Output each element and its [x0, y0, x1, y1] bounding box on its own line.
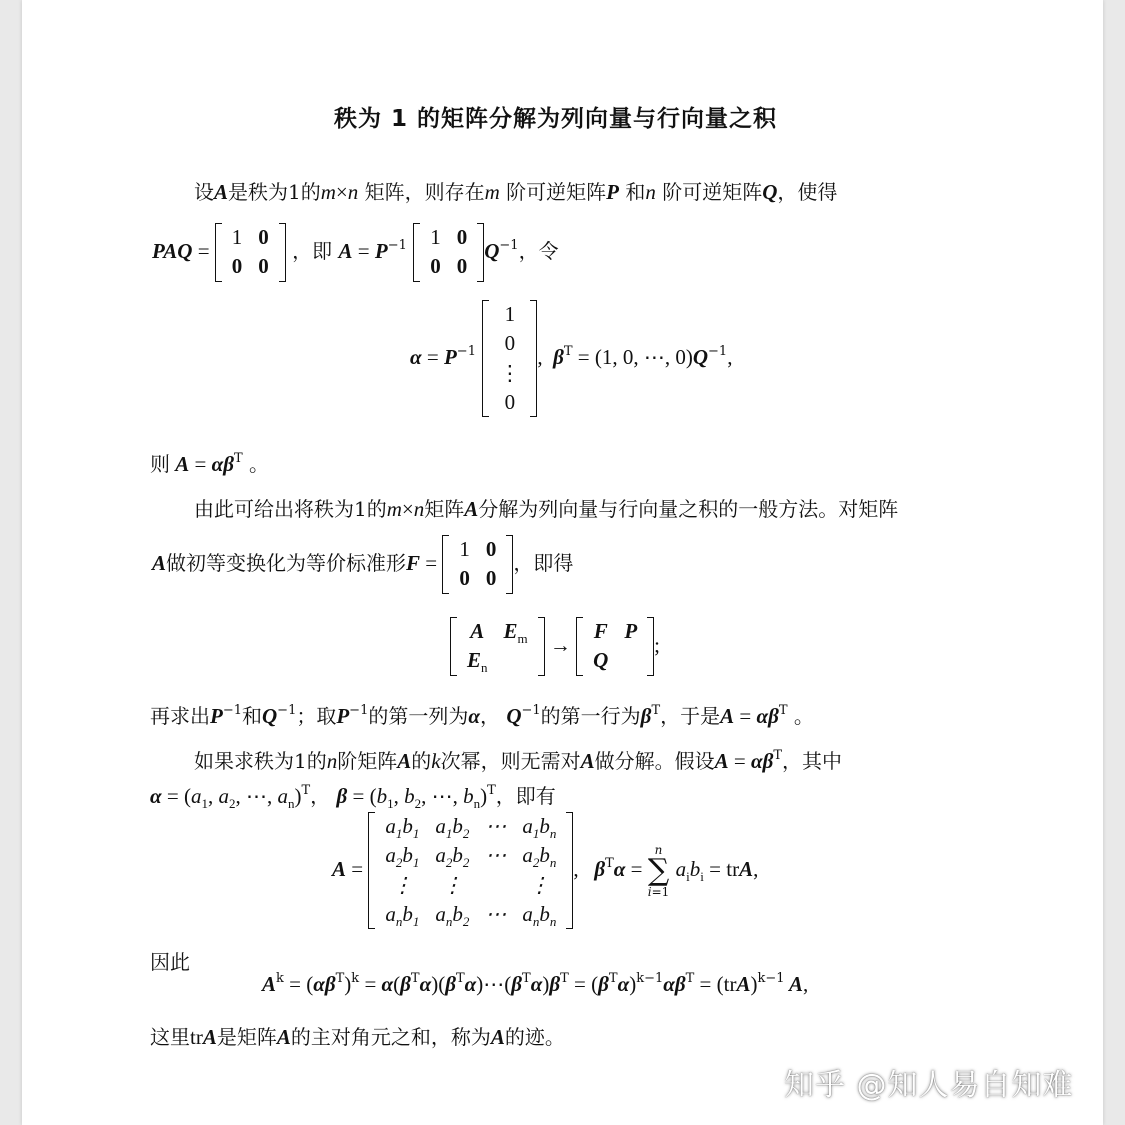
paragraph-6-line-1: 如果求秩为1的n阶矩阵A的k次幂，则无需对A做分解。假设$A = \alpha\beta^T$，其中: [194, 748, 842, 773]
equation-alpha-beta: $\alpha = P^{-1}$ 1 0 ⋮ 0 , $\beta^T = (1$, 0, ⋯, $0)Q^{-1}$,: [410, 300, 732, 417]
equation-power: $A^k = (\alpha\beta^T)^k$ = $\alpha(\beta^T\alpha)(\beta^T\alpha)\cdots(\beta^T\alpha)\beta^T = (\beta^T\alpha)^{k-1}\alpha\beta^T = (trA)^{k-1}$ A,: [262, 971, 809, 996]
paragraph-7-label: 因此: [150, 950, 190, 974]
zhihu-watermark: 知乎 @知人易自知难: [784, 1068, 1074, 1103]
document-page: [22, 0, 1103, 1125]
equation-paq: PAQ = 1 0 0 0 ，即 $A = P^{-1}$ 1 0 0 0 $Q^{-1}$，令: [152, 223, 559, 282]
page-title: 秩为 1 的矩阵分解为列向量与行向量之积: [334, 106, 778, 132]
equation-block-transform: A $E_m$ $E_n$ → F P Q ;: [450, 617, 660, 676]
paragraph-5: 再求出$P^{-1}$和$Q^{-1}$；取$P^{-1}$的第一列为α， $Q^{-1}$的第一行为$\beta^T$，于是$A = \alpha\beta^T$ 。: [150, 703, 814, 728]
paragraph-6-line-2: $\alpha = (a_1$, $a_2$, ⋯, $a_n)^T$， $\beta = (b_1$, $b_2$, ⋯, $b_n)^T$，即有: [150, 783, 556, 811]
paragraph-3: 则 $A = \alpha\beta^T$ 。: [150, 451, 270, 476]
paragraph-4-line-1: 由此可给出将秩为1的m×n矩阵A分解为列向量与行向量之积的一般方法。对矩阵: [194, 497, 899, 521]
equation-rank1-matrix: A = $a_1b_1$ $a_1b_2$ ⋯ $a_1b_n$ $a_2b_1$ $a_2b_2$ ⋯ $a_2b_n$ ⋮ ⋮ ⋮ $a_nb_1$ $a_nb_2$ ⋯ $a_nb_n$ , $\beta^T\alpha$ = n ∑ i=1 $a_ib_i$ = trA,: [332, 814, 759, 929]
paragraph-8: 这里trA是矩阵A的主对角元之和，称为A的迹。: [150, 1025, 565, 1049]
paragraph-1-line-1: 设A是秩为1的m×n 矩阵，则存在m 阶可逆矩阵P 和n 阶可逆矩阵Q，使得: [194, 180, 838, 204]
paragraph-4-line-2: A做初等变换化为等价标准形F = 1 0 0 0 ，即得: [152, 535, 573, 594]
